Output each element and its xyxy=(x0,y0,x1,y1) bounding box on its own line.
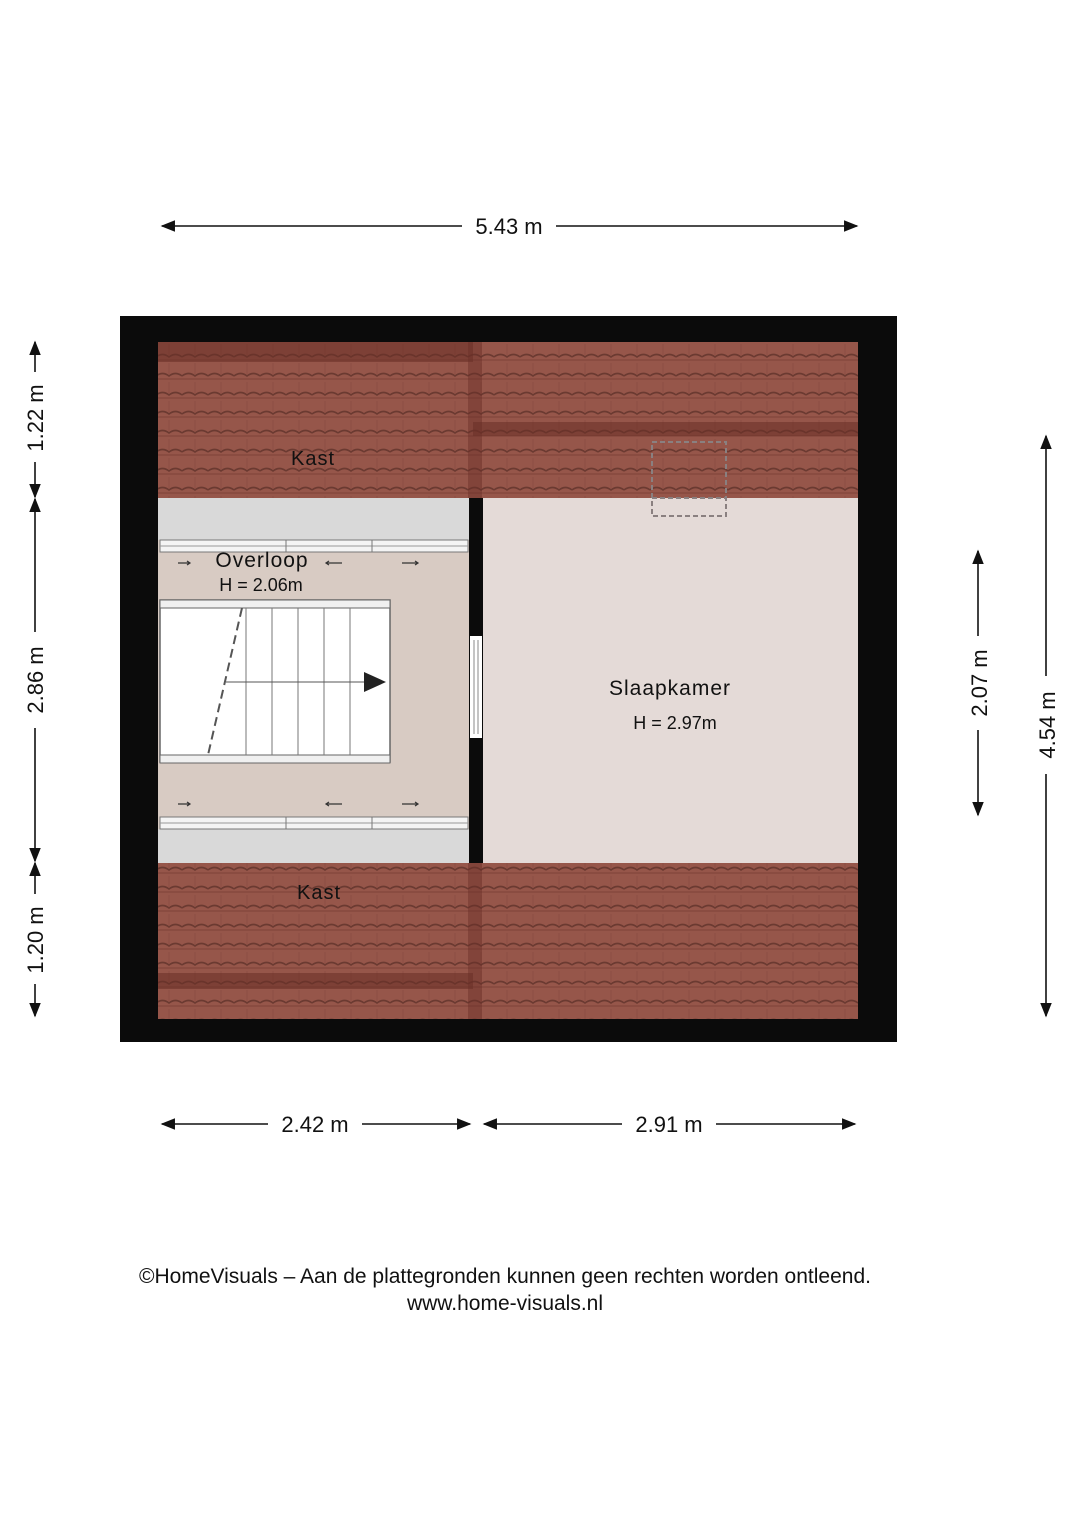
roof-top xyxy=(158,342,858,498)
dimension-bottom-right-label: 2.91 m xyxy=(635,1112,703,1137)
storage-strip-bottom xyxy=(158,829,469,863)
overloop-label: Overloop xyxy=(215,549,309,572)
roof-ridge-top-left xyxy=(158,342,473,362)
copyright-notice: ©HomeVisuals – Aan de plattegronden kunnen geen rechten worden ontleend. xyxy=(139,1265,871,1288)
overloop-height: H = 2.06m xyxy=(219,575,303,595)
roof-bottom xyxy=(158,863,858,1019)
roof-ridge-top-right xyxy=(473,422,858,436)
dimension-right-inner-label: 2.07 m xyxy=(967,649,992,717)
dimension-left-middle-label: 2.86 m xyxy=(23,646,48,714)
dimension-bottom-left-label: 2.42 m xyxy=(281,1112,349,1137)
railing-bottom xyxy=(160,817,468,829)
roof-valley-top xyxy=(468,342,482,498)
dimension-right-total-label: 4.54 m xyxy=(1035,691,1060,759)
railing-top xyxy=(160,540,468,552)
slaapkamer-height: H = 2.97m xyxy=(633,713,717,733)
door-opening xyxy=(470,636,482,738)
staircase xyxy=(160,600,390,763)
dimension-left-top-label: 1.22 m xyxy=(23,384,48,452)
kast-top-label: Kast xyxy=(290,448,336,470)
kast-bottom-label: Kast xyxy=(296,882,342,904)
storage-strip-top xyxy=(158,498,469,540)
dimension-top-label: 5.43 m xyxy=(475,214,543,239)
roof-ridge-bottom-left xyxy=(158,973,473,989)
roof-valley-bottom xyxy=(468,863,482,1019)
dimension-left-bottom-label: 1.20 m xyxy=(23,906,48,974)
slaapkamer-label: Slaapkamer xyxy=(608,677,732,700)
website-link[interactable]: www.home-visuals.nl xyxy=(406,1292,604,1315)
